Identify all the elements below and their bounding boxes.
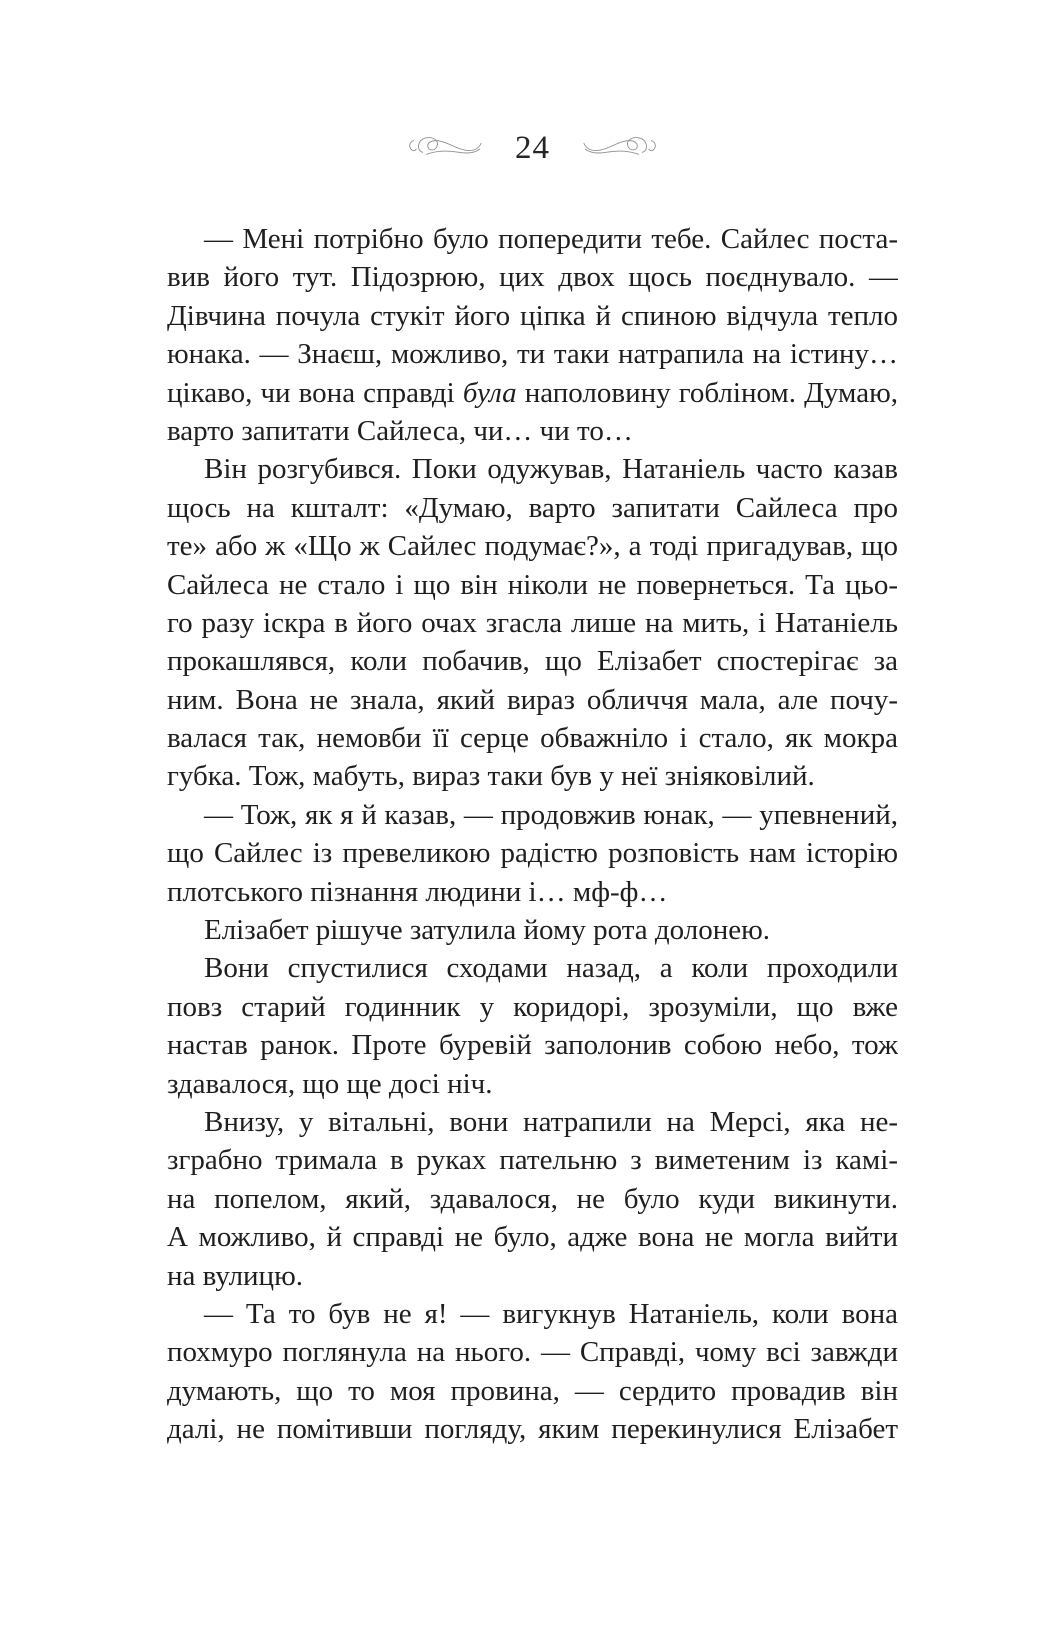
text-line (167, 220, 898, 258)
text-line (167, 1141, 898, 1179)
text-line (167, 374, 898, 412)
text-segment: щось на кшталт: «Думаю, варто запитати Сайлеса про (167, 491, 898, 524)
italic-text: була (462, 376, 517, 409)
text-line (167, 1333, 898, 1371)
paragraph (167, 450, 898, 796)
text-segment: цікаво, чи вона справді (167, 376, 463, 409)
text-line (167, 1410, 898, 1448)
text-line (167, 642, 898, 680)
text-line (167, 1257, 898, 1295)
text-line (167, 450, 898, 488)
text-line (167, 911, 898, 949)
text-line (167, 1218, 898, 1256)
page-text (167, 220, 898, 1449)
text-line (167, 297, 898, 335)
text-line (167, 796, 898, 834)
text-segment: похмуро поглянула на нього. — Справді, чому всі завжди (167, 1336, 898, 1369)
text-segment: Дівчина почула стукіт його ціпка й спиною відчула тепло (167, 299, 898, 332)
text-segment: прокашлявся, коли побачив, що Елізабет спостерігає за (167, 645, 898, 678)
text-segment: здавалося, що ще досі ніч. (167, 1067, 493, 1100)
text-line (167, 604, 898, 642)
text-line (167, 258, 898, 296)
text-segment: Він розгубився. Поки одужував, Натаніель часто казав (204, 453, 898, 486)
text-segment: що Сайлес із превеликою радістю розповість нам історію (167, 837, 898, 870)
text-line (167, 719, 898, 757)
text-line (167, 1065, 898, 1103)
text-segment: юнака. — Знаєш, можливо, ти таки натрапила на істину… (167, 338, 898, 371)
text-segment: зграбно тримала в руках пательню з виметеним із камі- (167, 1144, 898, 1177)
text-line (167, 757, 898, 795)
text-segment: на вулицю. (167, 1259, 303, 1292)
text-segment: наполовину гобліном. Думаю, (516, 376, 898, 409)
text-line (167, 412, 898, 450)
text-segment: вив його тут. Підозрюю, цих двох щось поєднувало. — (167, 261, 898, 294)
text-segment: го разу іскра в його очах згасла лише на мить, і Натаніель (167, 606, 898, 639)
flourish-left-icon (407, 132, 485, 161)
text-line (167, 834, 898, 872)
flourish-right-icon (580, 132, 658, 161)
text-segment: настав ранок. Проте буревій заполонив собою небо, тож (167, 1029, 898, 1062)
text-segment: — Тож, як я й казав, — продовжив юнак, — упевнений, (204, 798, 898, 831)
text-segment: те» або ж «Що ж Сайлес подумає?», а тоді пригадував, що (167, 530, 898, 563)
text-segment: думають, що то моя провина, — сердито провадив він (167, 1374, 898, 1407)
text-segment: А можливо, й справді не було, адже вона не могла вийти (167, 1221, 898, 1254)
text-line (167, 949, 898, 987)
text-line (167, 1180, 898, 1218)
text-line (167, 1372, 898, 1410)
text-segment: Елізабет рішуче затулила йому рота долонею. (204, 914, 770, 947)
text-line (167, 988, 898, 1026)
text-line (167, 1295, 898, 1333)
text-line (167, 681, 898, 719)
paragraph (167, 220, 898, 450)
text-line (167, 527, 898, 565)
page-number: 24 (515, 129, 550, 166)
text-line (167, 566, 898, 604)
paragraph (167, 1103, 898, 1295)
paragraph (167, 1295, 898, 1449)
text-segment: повз старий годинник у коридорі, зрозуміли, що вже (167, 990, 898, 1023)
text-segment: варто запитати Сайлеса, чи… чи то… (167, 414, 633, 447)
text-line (167, 489, 898, 527)
text-segment: валася так, немовби її серце обважніло і стало, як мокра (167, 722, 898, 755)
page-header (167, 124, 898, 168)
text-segment: ним. Вона не знала, який вираз обличчя мала, але почу- (167, 683, 898, 716)
text-segment: Вони спустилися сходами назад, а коли проходили (204, 952, 898, 985)
text-line (167, 1026, 898, 1064)
text-segment: — Та то був не я! — вигукнув Натаніель, коли вона (204, 1297, 898, 1330)
text-line (167, 873, 898, 911)
paragraph (167, 949, 898, 1103)
text-line (167, 335, 898, 373)
text-segment: на попелом, який, здавалося, не було куди викинути. (167, 1182, 898, 1215)
text-segment: Внизу, у вітальні, вони натрапили на Мерсі, яка не- (204, 1105, 898, 1138)
text-segment: губка. Тож, мабуть, вираз таки був у неї зніяковілий. (167, 760, 815, 793)
text-segment: — Мені потрібно було попередити тебе. Сайлес поста- (204, 223, 898, 255)
text-line (167, 1103, 898, 1141)
text-segment: Сайлеса не стало і що він ніколи не повернеться. Та цьо- (167, 568, 898, 601)
text-segment: плотського пізнання людини і… мф-ф… (167, 875, 668, 908)
paragraph (167, 796, 898, 911)
paragraph (167, 911, 898, 949)
text-segment: далі, не помітивши погляду, яким перекинулися Елізабет (167, 1413, 898, 1446)
